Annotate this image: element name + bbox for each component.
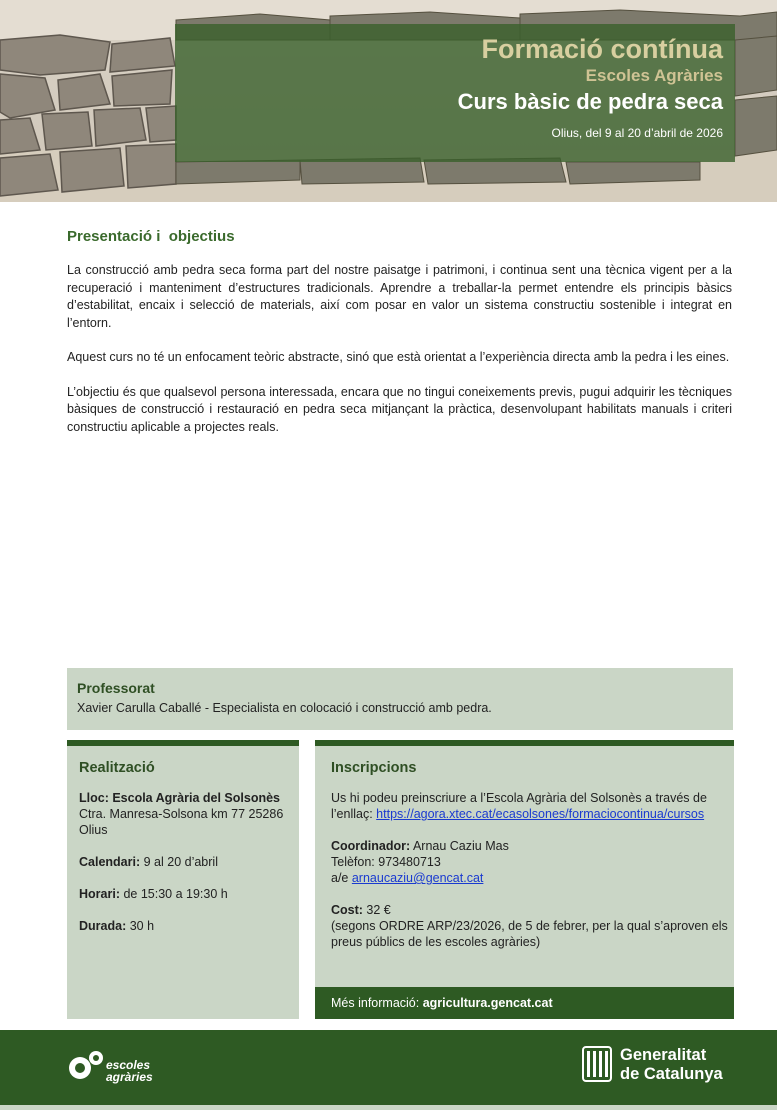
intro-paragraph: La construcció amb pedra seca forma part del nostre paisatge i patrimoni, i continua sent una tècnica vigent per a la recuperació i manteniment d’estructures tradicionals. Aprendre a treballar-la permet entendre els principis bàsics d’estabilitat, encaix i selecció de materials, així com posar en valor un sistema constructiu sostenible i integrat en l’entorn. <box>67 263 732 330</box>
lloc-address: Ctra. Manresa-Solsona km 77 25286 Olius <box>79 807 284 837</box>
durada-field <box>79 918 289 934</box>
professorat-text: Xavier Carulla Caballé - Especialista en colocació i construcció amb pedra. <box>77 701 492 715</box>
footer <box>0 1030 777 1110</box>
coordinador-field <box>331 838 728 886</box>
inscripcions-intro <box>331 790 728 822</box>
generalitat-shield-icon <box>582 1046 612 1082</box>
calendari-field <box>79 854 289 870</box>
page-subtitle: Escoles Agràries <box>585 66 723 85</box>
coordinador-value: Arnau Caziu Mas <box>410 839 509 853</box>
cost-note: (segons ORDRE ARP/23/2026, de 5 de febrer, per la qual s’aproven els preus públics de les escoles agràries) <box>331 919 728 949</box>
footer-edge <box>0 1105 777 1110</box>
escoles-agraries-logo <box>66 1046 156 1090</box>
realitzacio-box <box>67 740 299 1019</box>
horari-field <box>79 886 289 902</box>
inscripcions-intro-text: Us hi podeu preinscriure a l’Escola Agrària del Solsonès a través de l’enllaç: <box>331 791 707 821</box>
intro-heading: Presentació i objectius <box>67 228 235 245</box>
hero-title-box <box>175 24 735 162</box>
inscripcions-link[interactable]: https://agora.xtec.cat/ecasolsones/formaciocontinua/cursos <box>376 807 705 821</box>
intro-section <box>67 228 732 453</box>
cost-value: 32 € <box>362 903 391 917</box>
generalitat-logo <box>582 1046 742 1086</box>
telefon-value: Telèfon: 973480713 <box>331 855 441 869</box>
lloc-field <box>79 790 289 838</box>
email-link[interactable]: arnaucaziu@gencat.cat <box>351 871 484 885</box>
hero-banner <box>0 0 777 202</box>
intro-paragraph: L’objectiu és que qualsevol persona interessada, encara que no tingui coneixements previs, pugui adquirir les tècniques bàsiques de construcció i restauració en pedra seca mitjançant la pràctica, desenvolupant habilitats manuals i criteri constructiu aplicable a projectes reals. <box>67 384 732 434</box>
professorat-heading: Professorat <box>77 680 155 696</box>
horari-label: Horari: <box>79 887 120 901</box>
logo-left-line2: agràries <box>106 1070 153 1084</box>
inscripcions-heading: Inscripcions <box>331 760 417 776</box>
lloc-label: Lloc: Escola Agrària del Solsonès <box>79 791 280 805</box>
inscripcions-box <box>315 740 734 1019</box>
cost-field <box>331 902 728 950</box>
course-title: Curs bàsic de pedra seca <box>457 89 723 114</box>
more-info-label: Més informació: <box>331 996 423 1010</box>
escoles-agraries-emblem-icon <box>66 1046 106 1086</box>
email-prefix: a/e <box>331 871 352 885</box>
logo-right-line1: Generalitat <box>620 1046 707 1064</box>
calendari-label: Calendari: <box>79 855 141 869</box>
intro-paragraph: Aquest curs no té un enfocament teòric abstracte, sinó que està orientat a l’experiència directa amb la pedra i les eines. <box>67 350 730 364</box>
durada-value: 30 h <box>126 919 155 933</box>
calendari-value: 9 al 20 d’abril <box>140 855 218 869</box>
more-info-link[interactable]: agricultura.gencat.cat <box>422 996 553 1010</box>
realitzacio-heading: Realització <box>79 760 155 776</box>
coordinador-label: Coordinador: <box>331 839 411 853</box>
more-info-bar <box>315 987 734 1019</box>
course-date: Olius, del 9 al 20 d’abril de 2026 <box>551 126 723 140</box>
durada-label: Durada: <box>79 919 127 933</box>
cost-label: Cost: <box>331 903 363 917</box>
logo-right-line2: de Catalunya <box>620 1065 723 1083</box>
horari-value: de 15:30 a 19:30 h <box>119 887 228 901</box>
page-title: Formació contínua <box>481 34 723 64</box>
logo-left-line1: escoles <box>106 1058 151 1072</box>
professorat-box <box>67 668 733 730</box>
